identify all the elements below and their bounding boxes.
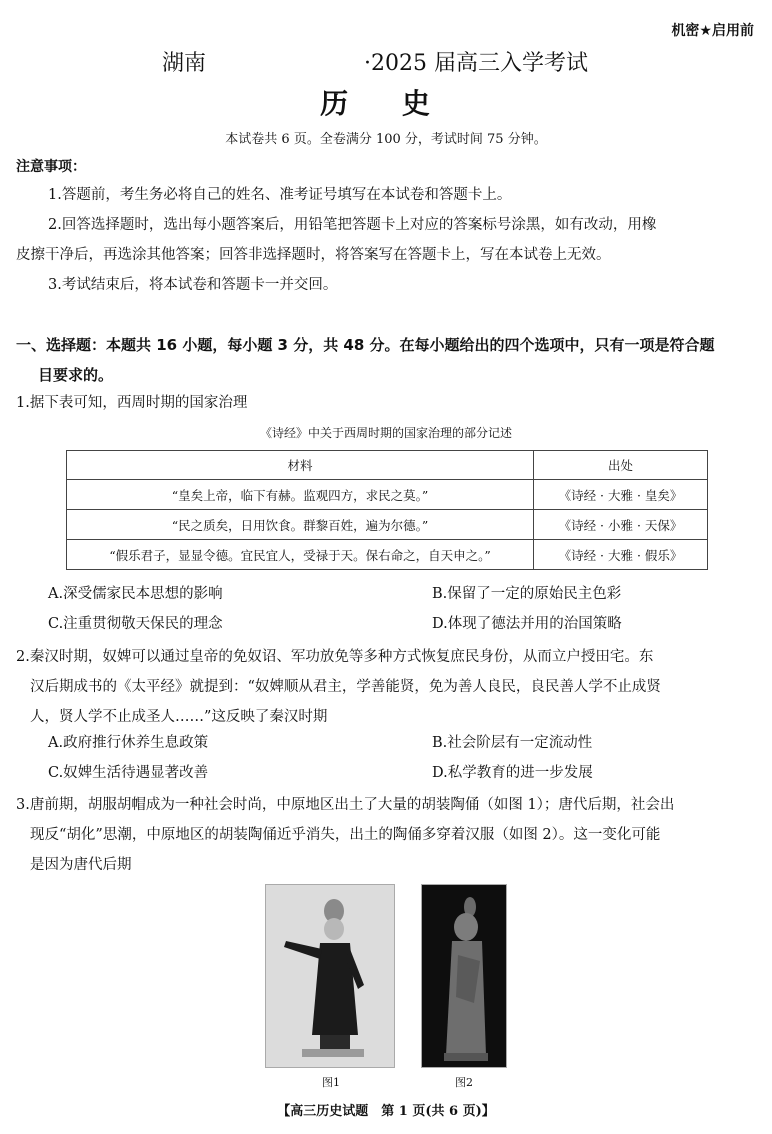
q1-stem: 1.据下表可知，西周时期的国家治理: [16, 395, 248, 411]
table-row: [67, 540, 708, 570]
q2-stem: [16, 642, 760, 732]
figure-2-label: 图2: [455, 1076, 473, 1089]
q3-line-2: 现反“胡化”思潮，中原地区的胡装陶俑近乎消失，出土的陶俑多穿着汉服（如图 2）。这一变化可能: [30, 827, 661, 843]
exam-title-left: 湖南: [162, 51, 207, 76]
table-row: [67, 480, 708, 510]
q2-option-b[interactable]: B.社会阶层有一定流动性: [432, 735, 593, 751]
q2-line-1: 2.秦汉时期，奴婢可以通过皇帝的免奴诏、军功放免等多种方式恢复庶民身份，从而立户授田宅。东: [16, 649, 654, 665]
figure-1-image: [265, 884, 395, 1068]
q2-line-3: 人，贤人学不止成圣人……”这反映了秦汉时期: [30, 709, 328, 725]
table-header-row: [67, 451, 708, 480]
note-1: 1.答题前，考生务必将自己的姓名、准考证号填写在本试卷和答题卡上。: [48, 187, 512, 203]
q1-option-b[interactable]: B.保留了一定的原始民主色彩: [432, 586, 622, 602]
q1-option-d[interactable]: D.体现了德法并用的治国策略: [432, 616, 622, 632]
q1-option-c[interactable]: C.注重贯彻敬天保民的理念: [48, 616, 223, 632]
section-line-2: 目要求的。: [38, 366, 114, 384]
q2-option-a[interactable]: A.政府推行休养生息政策: [48, 735, 209, 751]
note-2-cont: 皮擦干净后，再选涂其他答案；回答非选择题时，将答案写在答题卡上，写在本试卷上无效。: [16, 247, 611, 263]
q1-table: [66, 450, 708, 570]
secret-label: 机密★启用前: [671, 23, 754, 39]
note-2: 2.回答选择题时，选出每小题答案后，用铅笔把答题卡上对应的答案标号涂黑，如有改动，用橡: [48, 217, 657, 233]
table-header-source: 出处: [534, 451, 708, 480]
figurine-han-costume-icon: [422, 885, 506, 1067]
q3-line-1: 3.唐前期，胡服胡帽成为一种社会时尚，中原地区出土了大量的胡装陶俑（如图 1）；唐代后期，社会出: [16, 797, 675, 813]
table-cell: 《诗经 · 大雅 · 假乐》: [534, 540, 708, 570]
table-cell: “民之质矣，日用饮食。群黎百姓，遍为尔德。”: [67, 510, 534, 540]
exam-info: 本试卷共 6 页。全卷满分 100 分，考试时间 75 分钟。: [225, 132, 547, 147]
table-cell: 《诗经 · 小雅 · 天保》: [534, 510, 708, 540]
table-cell: “皇矣上帝，临下有赫。监观四方，求民之莫。”: [67, 480, 534, 510]
page-footer: 【高三历史试题 第 1 页(共 6 页)】: [277, 1104, 495, 1119]
q3-stem: [16, 790, 760, 880]
q2-option-c[interactable]: C.奴婢生活待遇显著改善: [48, 765, 209, 781]
q2-line-2: 汉后期成书的《太平经》就提到：“奴婢顺从君主，学善能贤，免为善人良民，良民善人学不止成贤: [30, 679, 661, 695]
figure-1-label: 图1: [322, 1076, 340, 1089]
table-header-material: 材料: [67, 451, 534, 480]
note-3: 3.考试结束后，将本试卷和答题卡一并交回。: [48, 277, 338, 293]
q1-option-a[interactable]: A.深受儒家民本思想的影响: [48, 586, 223, 602]
table-row: [67, 510, 708, 540]
exam-title-right: ·2025 届高三入学考试: [364, 51, 588, 76]
table-caption: 《诗经》中关于西周时期的国家治理的部分记述: [259, 426, 512, 440]
q3-line-3: 是因为唐代后期: [30, 857, 132, 873]
subject-title: 历 史: [320, 87, 452, 120]
figure-2-image: [421, 884, 507, 1068]
table-cell: “假乐君子，显显令德。宜民宜人，受禄于天。保右命之，自天申之。”: [67, 540, 534, 570]
q2-option-d[interactable]: D.私学教育的进一步发展: [432, 765, 593, 781]
notes-title: 注意事项：: [16, 159, 86, 175]
table-cell: 《诗经 · 大雅 · 皇矣》: [534, 480, 708, 510]
section-heading: [16, 330, 760, 390]
section-line-1: 一、选择题：本题共 16 小题，每小题 3 分，共 48 分。在每小题给出的四个选项中，只有一项是符合题: [16, 336, 715, 354]
figurine-hu-costume-icon: [266, 885, 394, 1067]
